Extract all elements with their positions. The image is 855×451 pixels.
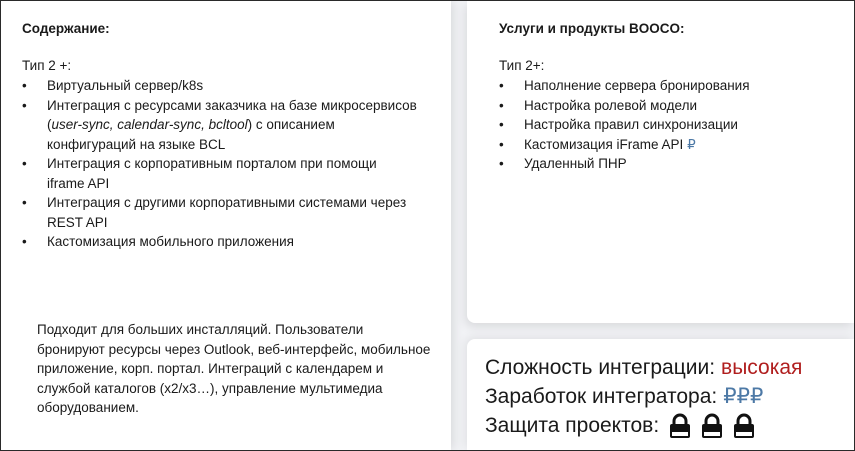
protection-line xyxy=(485,411,802,440)
list-item: • Интеграция с корпоративным порталом при помощи iframe API xyxy=(22,154,417,193)
earnings-line xyxy=(485,382,802,411)
lock-icon xyxy=(701,413,723,439)
earnings-value: ₽₽₽ xyxy=(723,385,764,408)
list-item: • Интеграция с ресурсами заказчика на базе микросервисов (user-sync, calendar-sync, bcltool) с описанием конфигураций на языке BCL xyxy=(22,96,417,155)
complexity-label: Сложность интеграции: xyxy=(485,356,716,379)
summary-lines xyxy=(485,353,802,440)
services-subtitle: Тип 2+: xyxy=(499,58,545,73)
earnings-label: Заработок интегратора: xyxy=(485,385,718,408)
content-panel xyxy=(1,1,451,450)
list-item: • Интеграция с другими корпоративными системами через REST API xyxy=(22,193,417,232)
list-item: • Кастомизация iFrame API ₽ xyxy=(499,135,839,155)
complexity-value: высокая xyxy=(721,356,803,379)
content-subtitle: Тип 2 +: xyxy=(22,58,72,73)
lock-icon xyxy=(669,413,691,439)
services-title: Услуги и продукты BOOCO: xyxy=(499,21,685,36)
complexity-line xyxy=(485,353,802,382)
description-paragraph: Подходит для больших инсталляций. Пользователи бронируют ресурсы через Outlook, веб-интерфейс, мобильное приложение, корп. портал. Интеграций с календарем и службой каталогов (x2/x3…), управление мультимедиа оборудованием. xyxy=(37,322,431,415)
list-item: • Удаленный ПНР xyxy=(499,154,839,174)
list-item: • Виртуальный сервер/k8s xyxy=(22,76,417,96)
content-title: Содержание: xyxy=(22,21,110,36)
services-panel xyxy=(467,1,854,323)
lock-icon xyxy=(733,413,755,439)
ruble-icon: ₽ xyxy=(687,136,696,152)
list-item: • Настройка ролевой модели xyxy=(499,96,839,116)
list-item: • Наполнение сервера бронирования xyxy=(499,76,839,96)
list-item: • Кастомизация мобильного приложения xyxy=(22,232,417,252)
protection-label: Защита проектов: xyxy=(485,414,660,437)
list-item: • Настройка правил синхронизации xyxy=(499,115,839,135)
services-list xyxy=(499,76,839,174)
content-list xyxy=(22,76,417,252)
